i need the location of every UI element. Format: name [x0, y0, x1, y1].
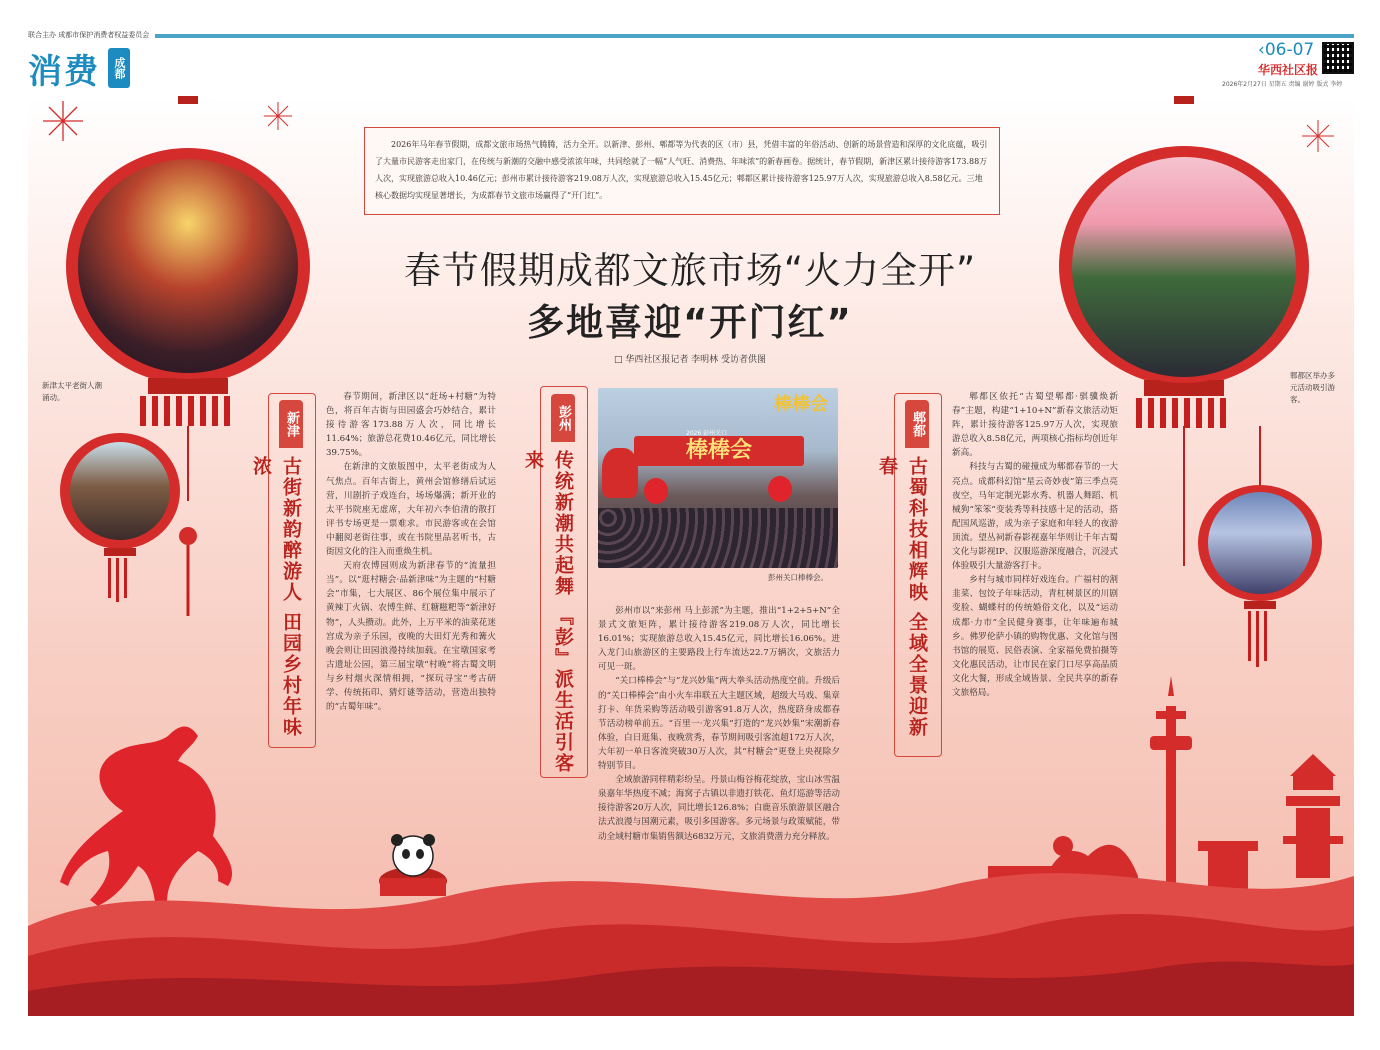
pidu-paragraph: 郫都区依托“古蜀望郫都·骐骥焕新春”主题，构建“1+10+N”新春文旅活动矩阵，累计接待游客125.97万人次，实现旅游总收入8.58亿元，两项核心指标均创近年新高。 — [952, 392, 1118, 459]
caption-right: 郫都区举办多元活动吸引游客。 — [1290, 371, 1335, 404]
pengzhou-paragraph: “关口棒棒会”与“龙兴妙集”两大拳头活动热度空前。升级后的“关口棒棒会”由小火车串联五大主题区域，超级大马戏、集章打卡、年货采购等活动吸引游客91.8万人次，热度跻身成都春节活动榜单前五。“百里一·龙兴集”打造的“龙兴妙集”宋潮新春体验，白日逛集、夜晚赏秀，春节期间吸引客流超172万人次，大年初一单日客流突破30万人次，其“村糖会”更登上央视除夕特别节目。 — [598, 676, 840, 772]
pengzhou-fair-photo[interactable] — [598, 388, 838, 568]
xinjin-tag-text: 新津 — [284, 411, 299, 437]
section-brand-box — [108, 48, 130, 88]
red-lantern-icon — [644, 478, 668, 504]
xinjin-title: 古街新韵醉游人 田园乡村年味浓 — [250, 456, 302, 738]
page-numbers-text: 06-07 — [1264, 40, 1315, 60]
pidu-performers-photo[interactable] — [1204, 488, 1316, 598]
fair-banner-sub: 2026 彭州关口 — [686, 430, 728, 437]
sponsor-line: 联合主办 成都市保护消费者权益委员会 — [28, 30, 155, 40]
headline-line1: 春节假期成都文旅市场“火力全开” — [403, 249, 977, 292]
pidu-tag — [905, 400, 929, 448]
pidu-event-photo[interactable] — [1066, 151, 1302, 383]
caption-left: 新津太平老街人潮涌动。 — [42, 381, 102, 402]
qr-code-icon[interactable] — [1322, 42, 1354, 74]
paper-name: 华西社区报 — [1258, 63, 1319, 77]
section-brand-box-text: 成都 — [113, 57, 126, 79]
byline: □ 华西社区报记者 李明林 受访者供图 — [613, 355, 767, 365]
xinjin-paragraph: 在新津的文旅版图中，太平老街成为人气焦点。百年古街上，黄州会馆修缮后试运营，川剧折子戏连台，场场爆满；新开业的太平书院座无虚席，大年初六李伯清的散打评书专场更是一票难求。市民游客或在会馆中翻阅老街往事，或在书院里品茗听书，古街因文化的注入而重焕生机。 — [326, 462, 496, 558]
pidu-title: 古蜀科技相辉映 全域全景迎新春 — [876, 456, 928, 738]
caption-middle: 彭州关口棒棒会。 — [768, 573, 828, 582]
fair-banner: 棒棒会 — [634, 436, 804, 466]
pidu-article — [952, 390, 1118, 700]
section-brand: 消费 — [28, 52, 100, 92]
pidu-tag-text: 郫都 — [910, 411, 925, 437]
xinjin-street-photo[interactable] — [72, 153, 304, 379]
dateline: 2026年2月27日 星期五 责编 谢婷 版式 李婷 — [1222, 81, 1343, 88]
pidu-paragraph: 科技与古蜀的碰撞成为郫都春节的一大亮点。成都科幻馆“星云奇妙夜”第三季点亮夜空，马年定制光影水秀、机器人舞蹈、机械狗“笨笨”变装秀等科技感十足的活动，搭配国风巡游，成为亲子家庭和年轻人的夜游顶流。望丛祠新春影视嘉年华则让千年古蜀文化与影视IP、汉服巡游深度融合，沉浸式体验吸引大量游客打卡。 — [952, 462, 1118, 572]
horse-icon — [60, 727, 232, 911]
xinjin-tag — [279, 400, 303, 448]
city-landmark-icon — [988, 676, 1343, 906]
masthead-rule — [28, 34, 1354, 38]
pidu-paragraph: 乡村与城市同样好戏连台。广福村的割韭菜、包饺子年味活动，青杠树景区的川剧变脸、蝴蝶村的传统婚俗文化，以及“运动成都·力市”全民健身赛事，让年味遍布城乡。佛罗伦萨小镇的购物优惠、文化馆与图书馆的展览、民俗表演、全家福免费拍摄等文化惠民活动，让市民在家门口尽享高品质文化大餐，形成全域皆景、全民共享的新春文旅格局。 — [952, 575, 1118, 698]
pengzhou-tag-text: 彭州 — [556, 405, 571, 431]
firework-icon — [43, 101, 83, 141]
firework-icon — [264, 102, 292, 130]
xinjin-article — [326, 390, 496, 714]
pengzhou-tag — [551, 394, 575, 442]
red-lantern-icon — [768, 476, 792, 502]
red-horse-icon — [602, 448, 638, 498]
page-numbers: ‹06-07 — [1258, 40, 1315, 60]
headline-line2: 多地喜迎“开门红” — [527, 301, 853, 344]
intro-box: 2026年马年春节假期，成都文旅市场热气腾腾，活力全开。以新津、彭州、郫都等为代表的区（市）县，凭借丰富的年俗活动、创新的场景营造和深厚的文化底蕴，吸引了大量市民游客走出家门，在传统与新潮的交融中感受浓浓年味，共同绘就了一幅“人气旺、消费热、年味浓”的新春画卷。据统计，春节假期，新津区累计接待游客173.88万人次，实现旅游总收入10.46亿元；彭州市累计接待游客219.08万人次，实现旅游总收入15.45亿元；郫都区累计接待游客125.97万人次，实现旅游总收入8.58亿元。三地核心数据均实现显著增长，为成都春节文旅市场赢得了“开门红”。 — [364, 127, 1000, 215]
xinjin-guild-hall-photo[interactable] — [66, 438, 174, 544]
pengzhou-paragraph: 全域旅游同样精彩纷呈。丹景山梅谷梅花绽放，宝山冰雪温泉嘉年华热度不减；海窝子古镇以非遗打铁花、鱼灯巡游等活动接待游客20万人次，同比增长126.8%；白鹿音乐旅游景区融合法式浪漫与国潮元素，吸引多国游客。多元场景与政策赋能，带动全域村糖市集销售额达6832万元，文旅消费潜力充分释放。 — [598, 775, 840, 842]
xinjin-paragraph: 春节期间，新津区以“赶场+村糖”为特色，将百年古街与田园盛会巧妙结合，累计接待游客173.88万人次，同比增长11.64%；旅游总花费10.46亿元，同比增长39.75%。 — [326, 392, 496, 459]
firework-icon — [1302, 120, 1334, 152]
pengzhou-title: 传统新潮共起舞 『彭』派生活引客来 — [522, 450, 574, 774]
pengzhou-paragraph: 彭州市以“来彭州 马上彭派”为主题，推出“1+2+5+N”全景式文旅矩阵，累计接待游客219.08万人次，同比增长16.01%；实现旅游总收入15.45亿元，同比增长16.06%。进入龙门山旅游区的主要路段上行车流达22.7万辆次，文旅活力可见一斑。 — [598, 606, 840, 673]
pengzhou-article — [598, 604, 840, 844]
panda-icon — [379, 834, 447, 896]
xinjin-paragraph: 天府农博园则成为新津春节的“流量担当”。以“逛村糖会·品新津味”为主题的“村糖会”市集，七大展区、86个展位集中展示了黄辣丁火锅、农博生鲜、红糖糍粑等“新津好物”，人头攒动。此外，上万平米的油菜花迷宫成为亲子乐园，夜晚的大田灯光秀和篝火晚会则让田园浪漫持续加载。在宝墩国家考古遗址公园，第三届宝墩“村晚”将古蜀文明与乡村烟火深情相拥，“探玩寻宝”考古研学、传统拓印、猜灯谜等活动，营造出独特的“古蜀年味”。 — [326, 561, 496, 713]
crowd — [598, 508, 838, 568]
fair-sign-top: 棒棒会 — [774, 394, 828, 415]
